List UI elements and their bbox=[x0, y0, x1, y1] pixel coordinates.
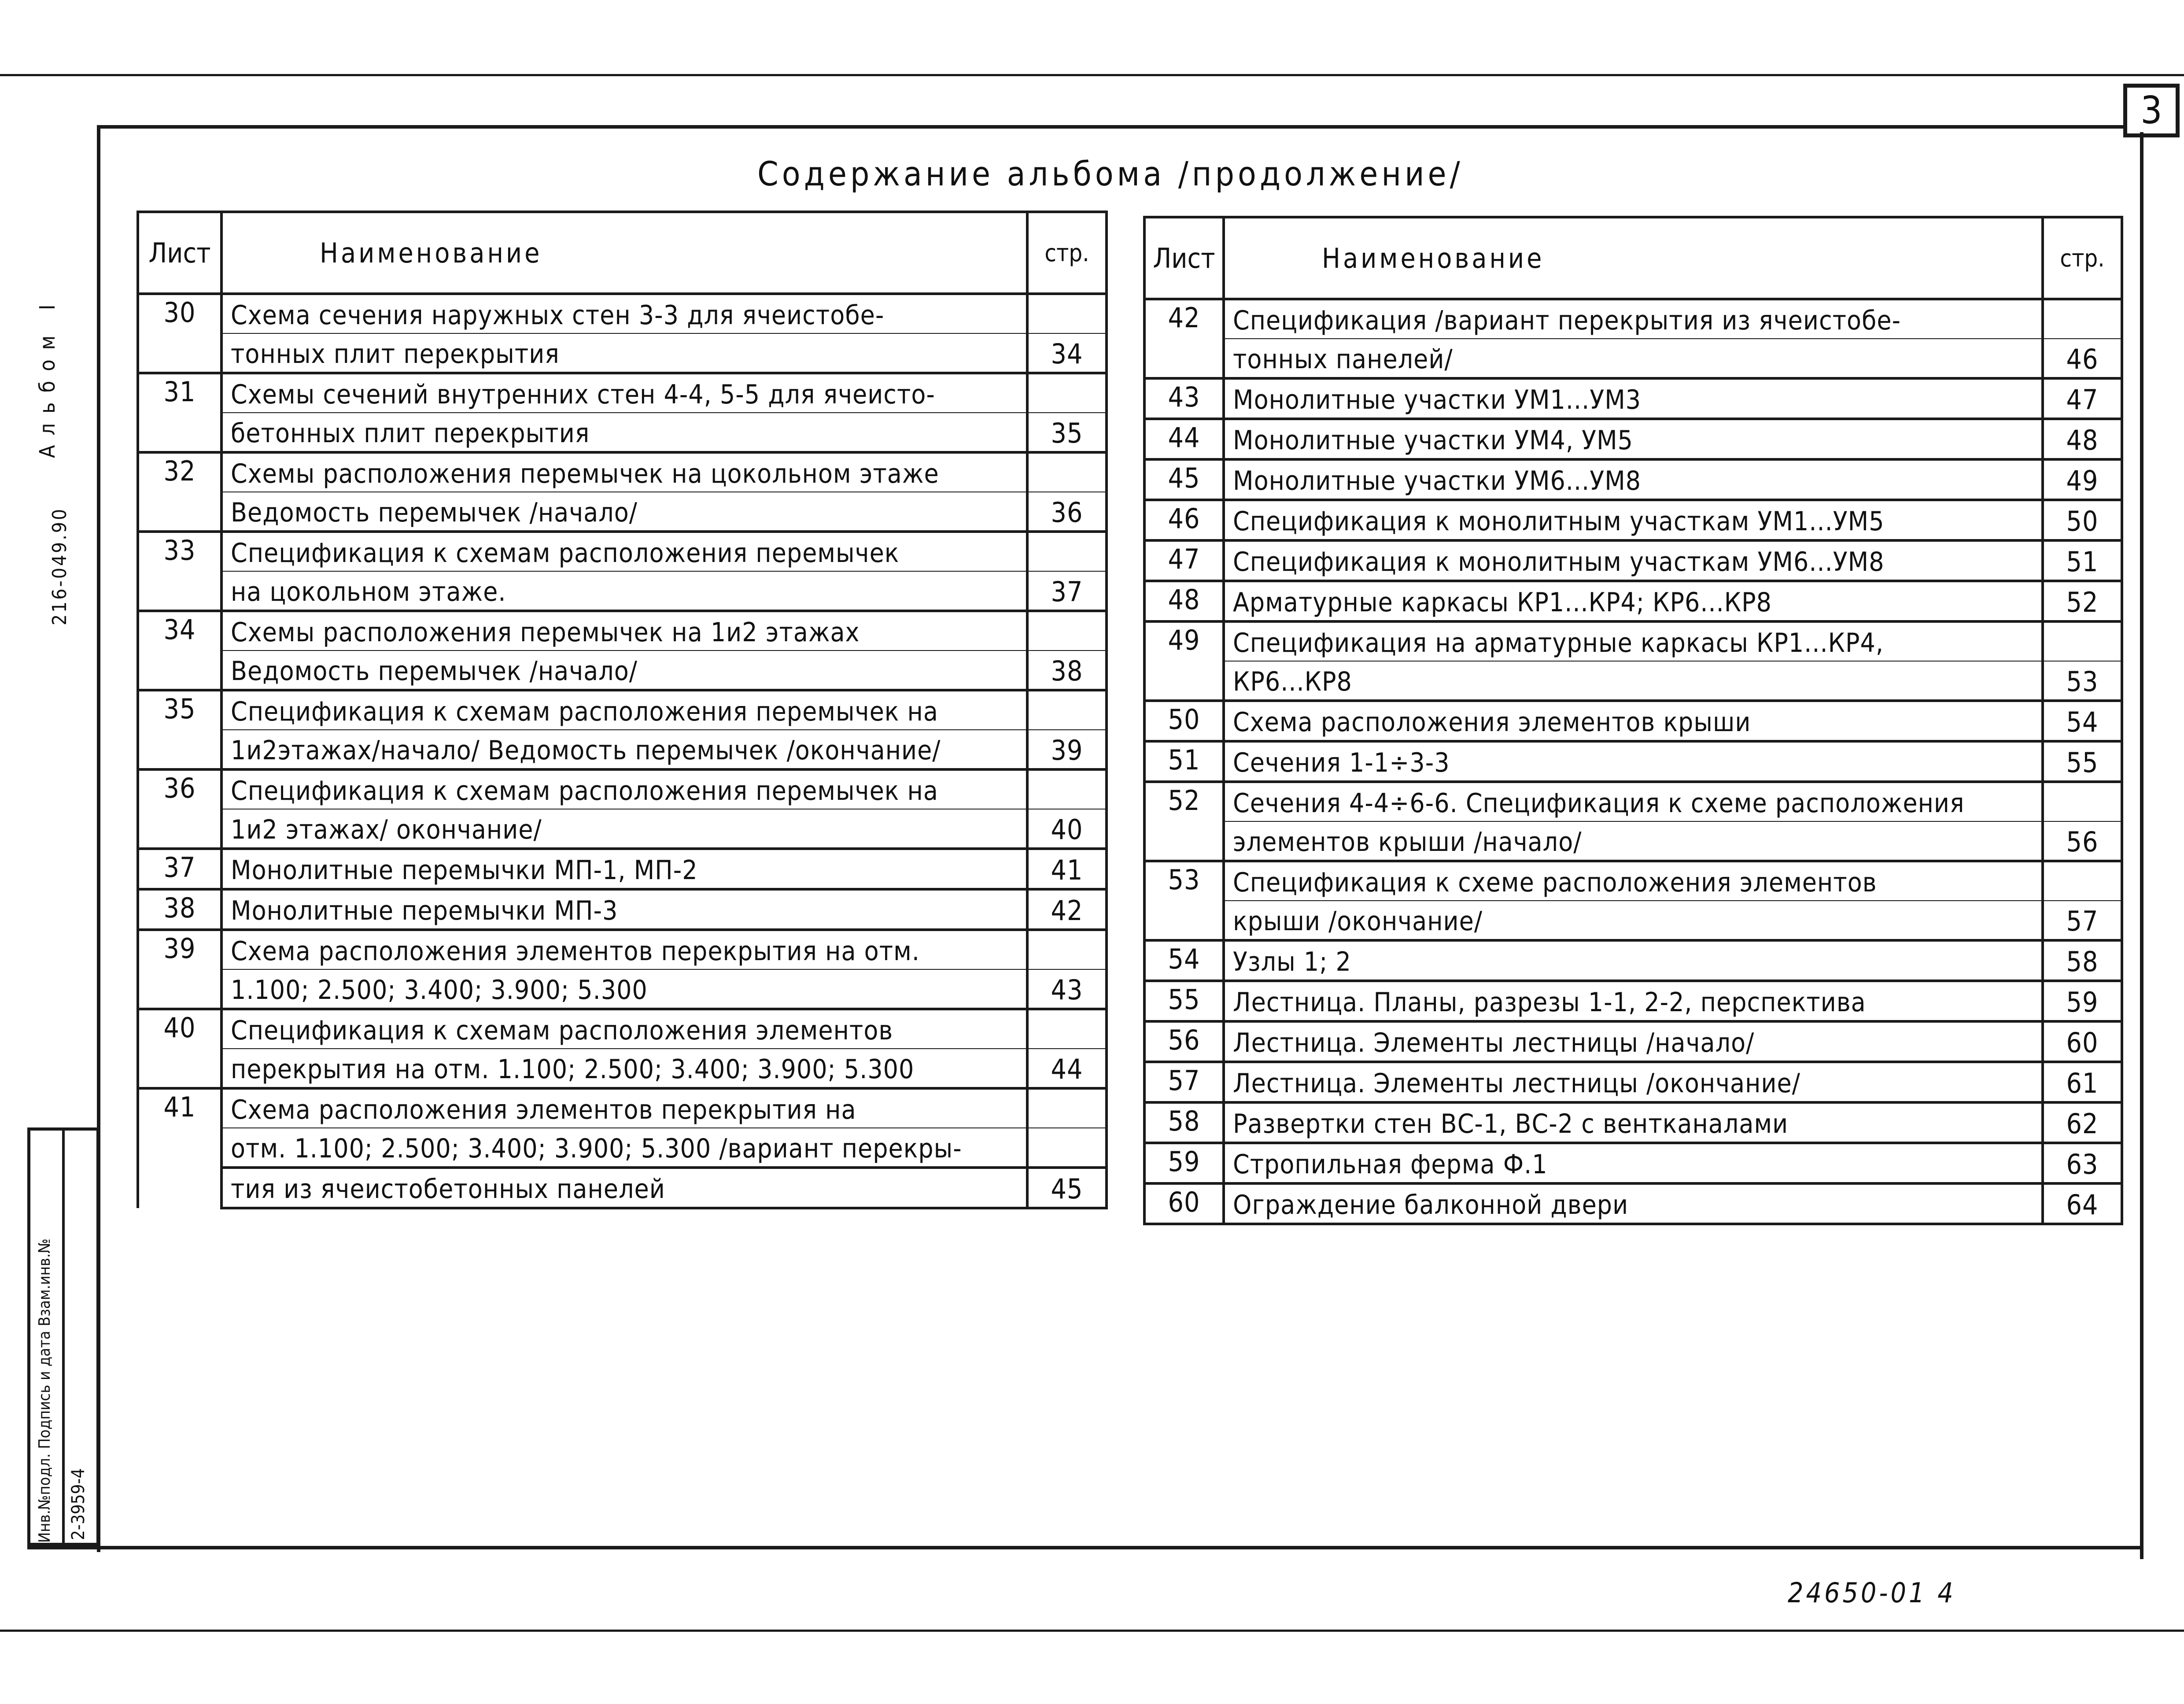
sheet-title: КР6...КР8 bbox=[1224, 661, 2043, 701]
header-sheet: Лист bbox=[1144, 217, 1224, 299]
table-header-row bbox=[138, 212, 1107, 294]
table-row bbox=[1144, 339, 2122, 378]
table-row bbox=[138, 1168, 1107, 1208]
table-row bbox=[138, 413, 1107, 452]
top-edge-line bbox=[0, 74, 2184, 76]
table-row bbox=[138, 969, 1107, 1009]
page-number-cell: 44 bbox=[1027, 1049, 1107, 1088]
page-number-cell: 58 bbox=[2043, 940, 2122, 981]
page-number-cell: 39 bbox=[1027, 730, 1107, 769]
sheet-title: Спецификация к схеме расположения элементов bbox=[1224, 861, 2043, 901]
sheet-title: Спецификация к схемам расположения перемычек bbox=[221, 532, 1027, 571]
sheet-title: Арматурные каркасы КР1...КР4; КР6...КР8 bbox=[1224, 581, 2043, 621]
sheet-title: Сечения 1-1÷3-3 bbox=[1224, 741, 2043, 782]
sheet-title: Монолитные перемычки МП-3 bbox=[221, 889, 1027, 930]
table-row bbox=[138, 1049, 1107, 1088]
sheet-number: 53 bbox=[1144, 861, 1224, 940]
header-page: стр. bbox=[1027, 212, 1107, 294]
sheet-number: 40 bbox=[138, 1009, 221, 1088]
page-number-cell: 36 bbox=[1027, 492, 1107, 532]
page-number-cell-empty bbox=[2043, 299, 2122, 339]
page-number-cell-empty bbox=[1027, 294, 1107, 333]
stamp-divider bbox=[62, 1131, 65, 1543]
header-sheet: Лист bbox=[138, 212, 221, 294]
table-row bbox=[138, 889, 1107, 930]
page-number-cell: 61 bbox=[2043, 1062, 2122, 1102]
footer-document-code: 24650-01 4 bbox=[1788, 1577, 1956, 1609]
frame-bottom-line bbox=[27, 1546, 2143, 1549]
page-number-cell: 64 bbox=[2043, 1183, 2122, 1224]
table-row bbox=[138, 651, 1107, 690]
sheet-number: 56 bbox=[1144, 1021, 1224, 1062]
sheet-number: 39 bbox=[138, 930, 221, 1009]
page-number-cell: 43 bbox=[1027, 969, 1107, 1009]
sheet-number: 47 bbox=[1144, 540, 1224, 581]
sheet-title: Спецификация к схемам расположения перемычек на bbox=[221, 690, 1027, 730]
contents-table-right bbox=[1143, 216, 2123, 1225]
frame-top-line bbox=[100, 125, 2125, 129]
table-body-right bbox=[1144, 299, 2122, 1224]
sheet-title: Монолитные участки УМ6...УМ8 bbox=[1224, 459, 2043, 500]
approval-stamp bbox=[27, 1127, 100, 1546]
sheet-title: Сечения 4-4÷6-6. Спецификация к схеме расположения bbox=[1224, 782, 2043, 821]
page-number-cell: 38 bbox=[1027, 651, 1107, 690]
table-row bbox=[1144, 378, 2122, 419]
sheet-title: крыши /окончание/ bbox=[1224, 901, 2043, 940]
sheet-title: Спецификация /вариант перекрытия из ячеистобе- bbox=[1224, 299, 2043, 339]
sheet-number: 48 bbox=[1144, 581, 1224, 621]
page-number-cell: 41 bbox=[1027, 849, 1107, 889]
sheet-number: 43 bbox=[1144, 378, 1224, 419]
sheet-number: 59 bbox=[1144, 1143, 1224, 1183]
page-number-cell: 60 bbox=[2043, 1021, 2122, 1062]
sheet-title: Схемы расположения перемычек на цокольном этаже bbox=[221, 452, 1027, 492]
stamp-inv-number: 2-3959-4 bbox=[68, 1468, 89, 1540]
page-number-cell-empty bbox=[1027, 532, 1107, 571]
page-number-cell: 34 bbox=[1027, 333, 1107, 373]
table-row bbox=[1144, 419, 2122, 459]
table-row bbox=[138, 492, 1107, 532]
sheet-number: 51 bbox=[1144, 741, 1224, 782]
sheet-title: Схема расположения элементов перекрытия на bbox=[221, 1088, 1027, 1128]
page-number-cell: 42 bbox=[1027, 889, 1107, 930]
page-number-cell-empty bbox=[2043, 621, 2122, 661]
sheet-title: элементов крыши /начало/ bbox=[1224, 821, 2043, 861]
page-number-cell-empty bbox=[1027, 373, 1107, 413]
page-number-cell: 49 bbox=[2043, 459, 2122, 500]
sheet-title: Стропильная ферма Ф.1 bbox=[1224, 1143, 2043, 1183]
table-row bbox=[1144, 981, 2122, 1021]
contents-table-left bbox=[136, 211, 1108, 1209]
sheet-number: 54 bbox=[1144, 940, 1224, 981]
table-row bbox=[1144, 741, 2122, 782]
sheet-number: 41 bbox=[138, 1088, 221, 1208]
sheet-title: Лестница. Элементы лестницы /начало/ bbox=[1224, 1021, 2043, 1062]
sheet-number: 45 bbox=[1144, 459, 1224, 500]
page-number-cell-empty bbox=[1027, 1128, 1107, 1168]
table-row bbox=[138, 532, 1107, 571]
page-number-cell: 55 bbox=[2043, 741, 2122, 782]
header-name: Наименование bbox=[1224, 217, 2043, 299]
page-number-cell: 46 bbox=[2043, 339, 2122, 378]
sheet-number: 35 bbox=[138, 690, 221, 769]
sheet-title: Схема расположения элементов крыши bbox=[1224, 701, 2043, 741]
sheet-title: Схемы расположения перемычек на 1и2 этажах bbox=[221, 611, 1027, 651]
table-row bbox=[1144, 901, 2122, 940]
sheet-title: Ведомость перемычек /начало/ bbox=[221, 651, 1027, 690]
page-number-cell: 50 bbox=[2043, 500, 2122, 540]
sheet-number: 55 bbox=[1144, 981, 1224, 1021]
sheet-title: Монолитные участки УМ4, УМ5 bbox=[1224, 419, 2043, 459]
page-number-cell-empty bbox=[2043, 782, 2122, 821]
page-number: 3 bbox=[2123, 84, 2180, 137]
table-row bbox=[1144, 661, 2122, 701]
sheet-title: 1.100; 2.500; 3.400; 3.900; 5.300 bbox=[221, 969, 1027, 1009]
table-row bbox=[1144, 821, 2122, 861]
page-number-cell: 48 bbox=[2043, 419, 2122, 459]
page-number-cell: 62 bbox=[2043, 1102, 2122, 1143]
table-row bbox=[1144, 782, 2122, 821]
table-body-left bbox=[138, 294, 1107, 1208]
table-row bbox=[138, 1128, 1107, 1168]
table-row bbox=[1144, 459, 2122, 500]
table-row bbox=[138, 690, 1107, 730]
table-row bbox=[138, 1088, 1107, 1128]
table-row bbox=[138, 930, 1107, 969]
sheet-number: 33 bbox=[138, 532, 221, 611]
page-number-cell: 47 bbox=[2043, 378, 2122, 419]
table-row bbox=[1144, 861, 2122, 901]
sheet-number: 44 bbox=[1144, 419, 1224, 459]
table-row bbox=[138, 769, 1107, 809]
sheet-number: 52 bbox=[1144, 782, 1224, 861]
sheet-number: 50 bbox=[1144, 701, 1224, 741]
sheet-number: 36 bbox=[138, 769, 221, 849]
sheet-title: тонных панелей/ bbox=[1224, 339, 2043, 378]
page-number-cell-empty bbox=[1027, 1088, 1107, 1128]
sheet-number: 30 bbox=[138, 294, 221, 373]
sheet-title: Развертки стен ВС-1, ВС-2 с вентканалами bbox=[1224, 1102, 2043, 1143]
sheet-title: Схемы сечений внутренних стен 4-4, 5-5 для ячеисто- bbox=[221, 373, 1027, 413]
sheet-title: отм. 1.100; 2.500; 3.400; 3.900; 5.300 /вариант перекры- bbox=[221, 1128, 1027, 1168]
page-number-cell: 54 bbox=[2043, 701, 2122, 741]
table-row bbox=[1144, 1183, 2122, 1224]
page-title: Содержание альбома /продолжение/ bbox=[757, 154, 1464, 193]
page-number-cell-empty bbox=[1027, 769, 1107, 809]
table-row bbox=[138, 849, 1107, 889]
sheet-title: Монолитные участки УМ1...УМ3 bbox=[1224, 378, 2043, 419]
table-header-row bbox=[1144, 217, 2122, 299]
sheet-title: Узлы 1; 2 bbox=[1224, 940, 2043, 981]
table-row bbox=[1144, 621, 2122, 661]
page-number-cell-empty bbox=[2043, 861, 2122, 901]
page-number-cell: 37 bbox=[1027, 571, 1107, 611]
header-name: Наименование bbox=[221, 212, 1027, 294]
table-row bbox=[138, 809, 1107, 849]
table-row bbox=[1144, 1102, 2122, 1143]
page-number-cell: 52 bbox=[2043, 581, 2122, 621]
page-number-cell-empty bbox=[1027, 690, 1107, 730]
table-row bbox=[1144, 299, 2122, 339]
bottom-edge-line bbox=[0, 1630, 2184, 1632]
sheet-number: 57 bbox=[1144, 1062, 1224, 1102]
page-number-cell: 56 bbox=[2043, 821, 2122, 861]
sheet-title: Лестница. Планы, разрезы 1-1, 2-2, перспектива bbox=[1224, 981, 2043, 1021]
table-row bbox=[1144, 1143, 2122, 1183]
sheet-title: тия из ячеистобетонных панелей bbox=[221, 1168, 1027, 1208]
table-row bbox=[1144, 1062, 2122, 1102]
table-row bbox=[1144, 581, 2122, 621]
sheet-number: 42 bbox=[1144, 299, 1224, 378]
sheet-title: Ведомость перемычек /начало/ bbox=[221, 492, 1027, 532]
table-row bbox=[1144, 1021, 2122, 1062]
page-number-cell: 45 bbox=[1027, 1168, 1107, 1208]
sheet-title: Ограждение балконной двери bbox=[1224, 1183, 2043, 1224]
table-row bbox=[1144, 500, 2122, 540]
sheet-title: Схема сечения наружных стен 3-3 для ячеистобе- bbox=[221, 294, 1027, 333]
table-row bbox=[138, 373, 1107, 413]
page-number-cell: 53 bbox=[2043, 661, 2122, 701]
sheet-number: 60 bbox=[1144, 1183, 1224, 1224]
page-number-cell: 35 bbox=[1027, 413, 1107, 452]
sheet-title: тонных плит перекрытия bbox=[221, 333, 1027, 373]
table-row bbox=[1144, 540, 2122, 581]
sheet-number: 34 bbox=[138, 611, 221, 690]
sheet-number: 49 bbox=[1144, 621, 1224, 701]
table-row bbox=[138, 452, 1107, 492]
sheet-title: Спецификация к монолитным участкам УМ6...УМ8 bbox=[1224, 540, 2043, 581]
page-number-cell: 59 bbox=[2043, 981, 2122, 1021]
page-number-cell-empty bbox=[1027, 930, 1107, 969]
sheet-title: на цокольном этаже. bbox=[221, 571, 1027, 611]
sheet-title: Спецификация к монолитным участкам УМ1...УМ5 bbox=[1224, 500, 2043, 540]
sheet-title: Лестница. Элементы лестницы /окончание/ bbox=[1224, 1062, 2043, 1102]
table-row bbox=[1144, 940, 2122, 981]
table-row bbox=[138, 611, 1107, 651]
sheet-title: 1и2 этажах/ окончание/ bbox=[221, 809, 1027, 849]
page-number-cell-empty bbox=[1027, 452, 1107, 492]
page-number-cell-empty bbox=[1027, 1009, 1107, 1049]
table-row bbox=[138, 294, 1107, 333]
page-number-cell-empty bbox=[1027, 611, 1107, 651]
sheet-number: 31 bbox=[138, 373, 221, 452]
table-row bbox=[138, 333, 1107, 373]
page-number-cell: 40 bbox=[1027, 809, 1107, 849]
table-row bbox=[138, 730, 1107, 769]
sheet-title: 1и2этажах/начало/ Ведомость перемычек /окончание/ bbox=[221, 730, 1027, 769]
sheet-title: бетонных плит перекрытия bbox=[221, 413, 1027, 452]
document-code: 216-049.90 bbox=[48, 507, 71, 625]
page-number-cell: 51 bbox=[2043, 540, 2122, 581]
header-page: стр. bbox=[2043, 217, 2122, 299]
sheet-number: 46 bbox=[1144, 500, 1224, 540]
page-number-cell: 57 bbox=[2043, 901, 2122, 940]
sheet-number: 37 bbox=[138, 849, 221, 889]
sheet-title: Спецификация к схемам расположения элементов bbox=[221, 1009, 1027, 1049]
frame-right-line bbox=[2140, 132, 2143, 1559]
sheet-title: Схема расположения элементов перекрытия на отм. bbox=[221, 930, 1027, 969]
page-number-cell: 63 bbox=[2043, 1143, 2122, 1183]
table-row bbox=[138, 1009, 1107, 1049]
album-label: Альбом I bbox=[35, 295, 60, 458]
sheet-number: 38 bbox=[138, 889, 221, 930]
table-row bbox=[1144, 701, 2122, 741]
sheet-title: перекрытия на отм. 1.100; 2.500; 3.400; 3.900; 5.300 bbox=[221, 1049, 1027, 1088]
sheet-number: 58 bbox=[1144, 1102, 1224, 1143]
sheet-title: Спецификация на арматурные каркасы КР1...КР4, bbox=[1224, 621, 2043, 661]
sheet-title: Спецификация к схемам расположения перемычек на bbox=[221, 769, 1027, 809]
sheet-number: 32 bbox=[138, 452, 221, 532]
stamp-header: Инв.№подл. Подпись и дата Взам.инв.№ bbox=[36, 1238, 54, 1543]
table-row bbox=[138, 571, 1107, 611]
sheet-title: Монолитные перемычки МП-1, МП-2 bbox=[221, 849, 1027, 889]
